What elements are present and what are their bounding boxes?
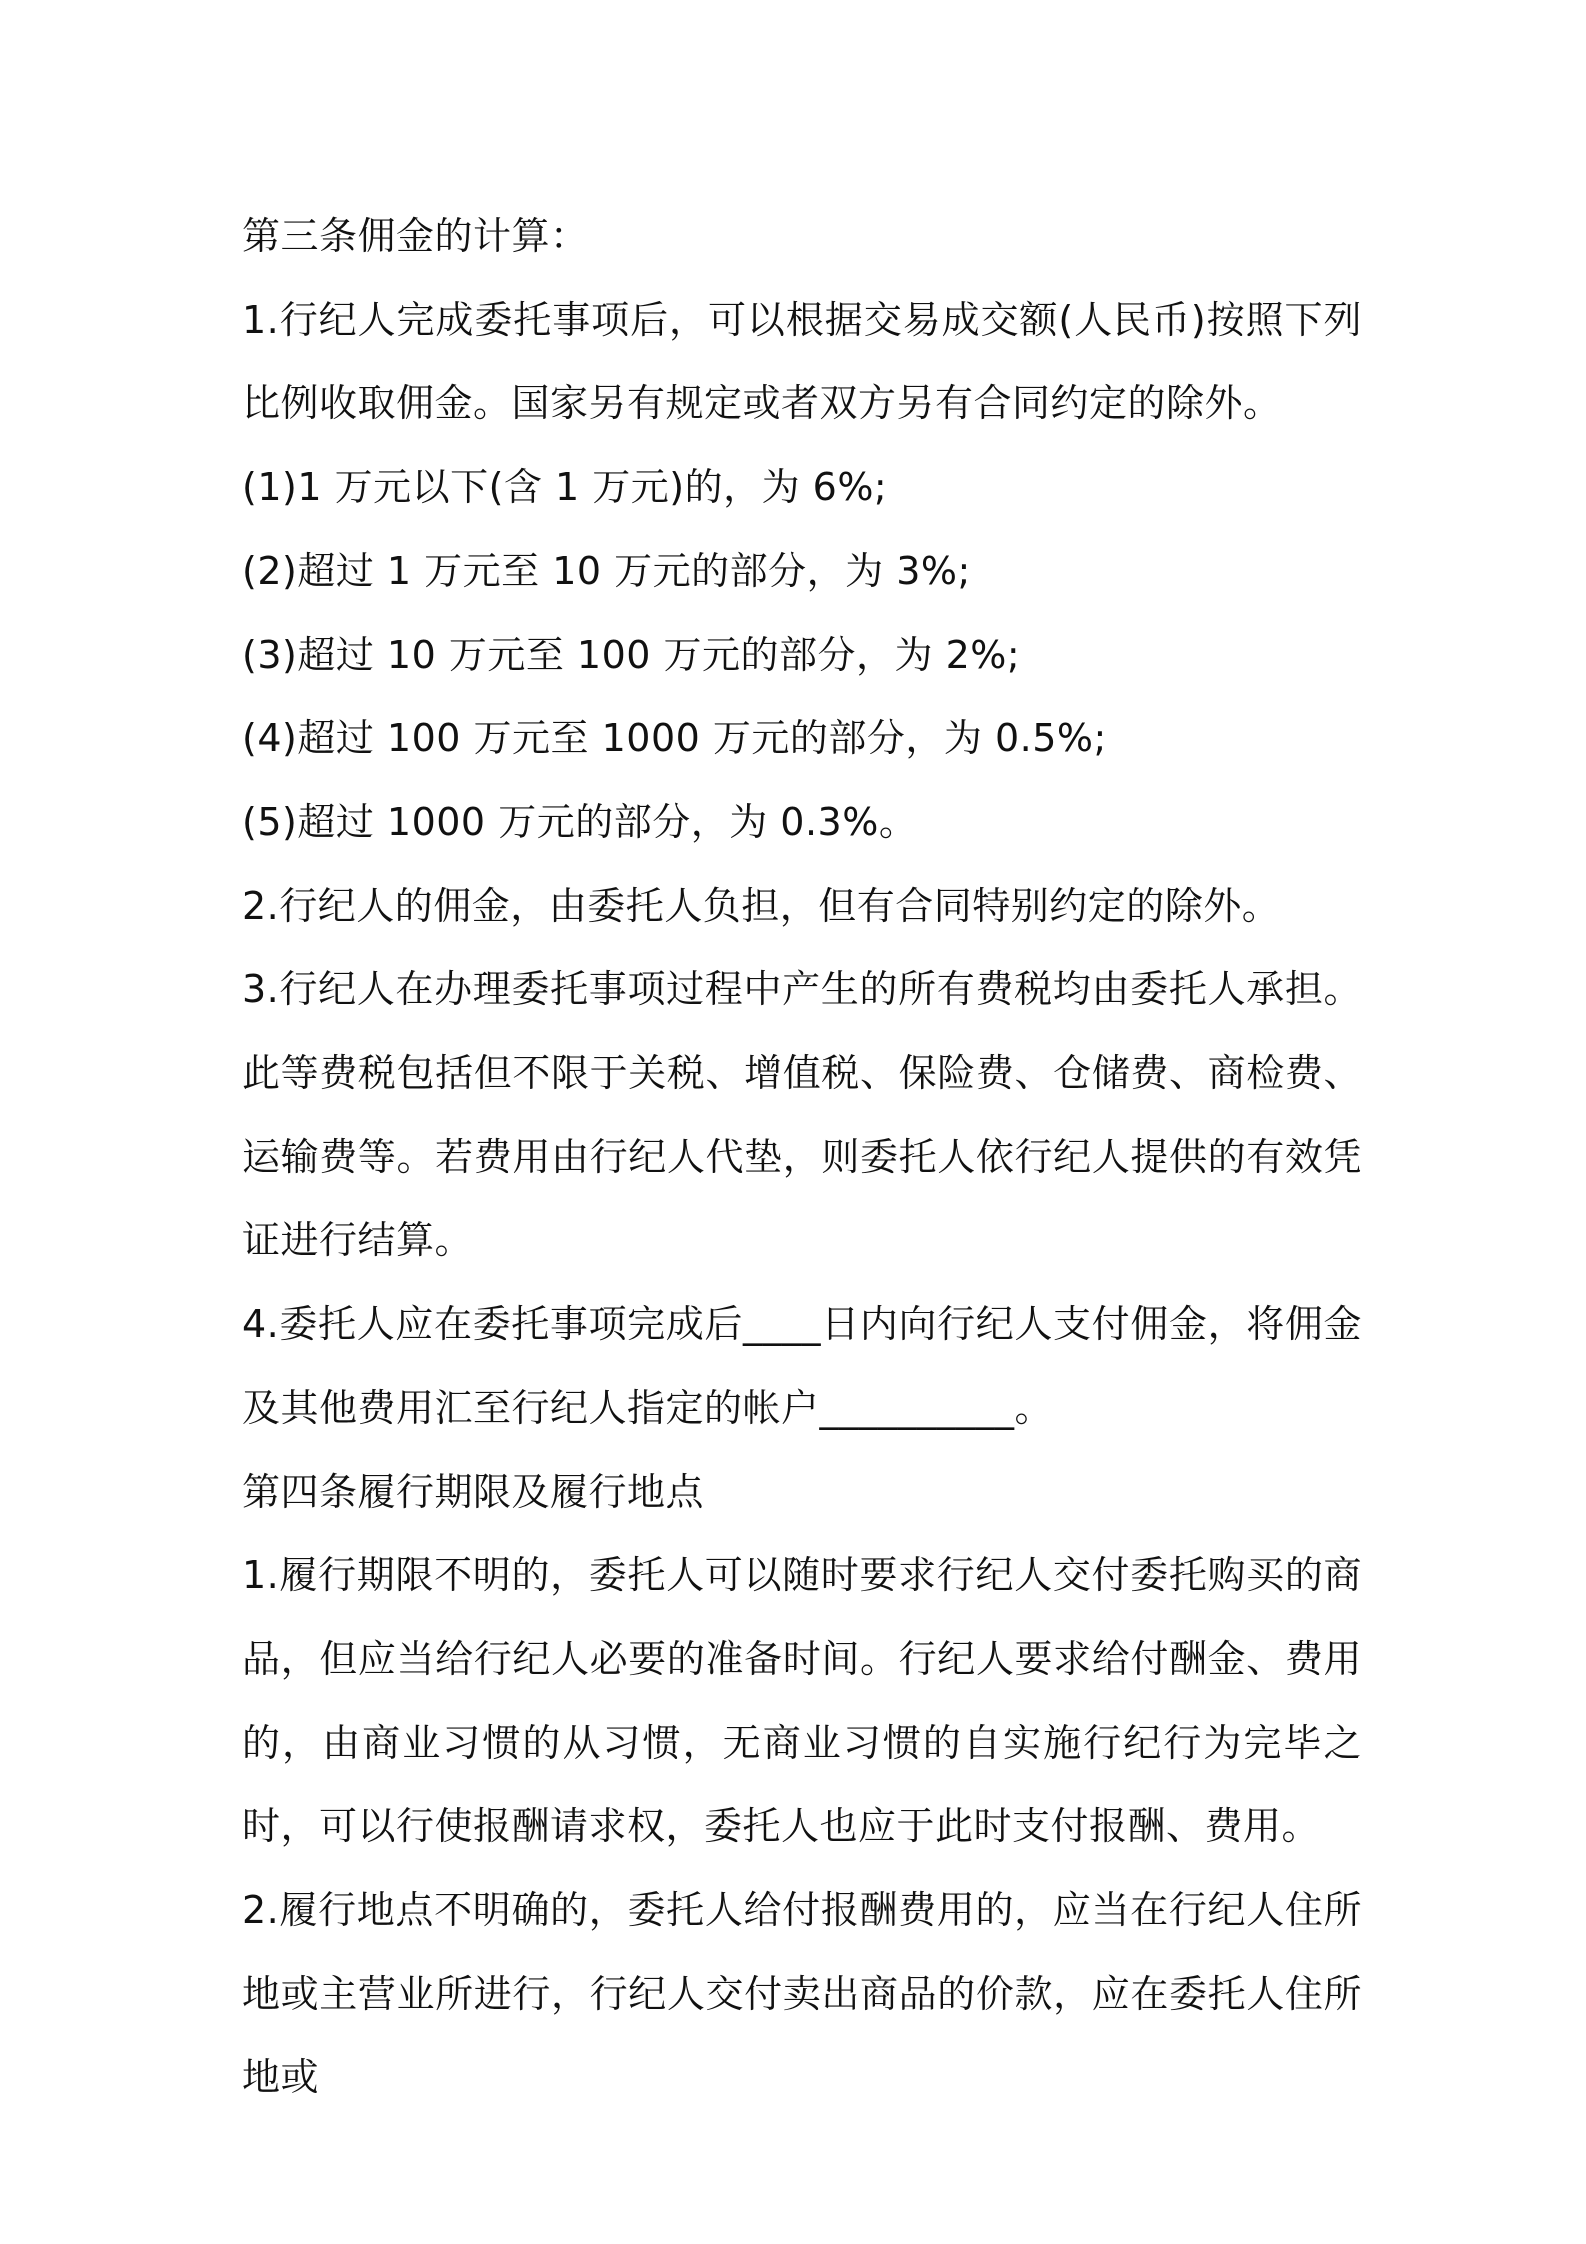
article-3-clause-1: 1.行纪人完成委托事项后，可以根据交易成交额(人民币)按照下列比例收取佣金。国家另有规定或者双方另有合同约定的除外。 xyxy=(242,297,1362,426)
commission-rate-tier-2: (2)超过 1 万元至 10 万元的部分，为 3%; xyxy=(242,548,971,593)
article-3-clause-2: 2.行纪人的佣金，由委托人负担，但有合同特别约定的除外。 xyxy=(242,883,1281,928)
article-4-clause-1: 1.履行期限不明的，委托人可以随时要求行纪人交付委托购买的商品，但应当给行纪人必要的准备时间。行纪人要求给付酬金、费用的，由商业习惯的从习惯，无商业习惯的自实施行纪行为完毕之时，可以行使报酬请求权，委托人也应于此时支付报酬、费用。 xyxy=(242,1553,1362,1849)
article-3-clause-3: 3.行纪人在办理委托事项过程中产生的所有费税均由委托人承担。此等费税包括但不限于关税、增值税、保险费、仓储费、商检费、运输费等。若费用由行纪人代垫，则委托人依行纪人提供的有效凭证进行结算。 xyxy=(242,967,1362,1263)
commission-rate-tier-4: (4)超过 100 万元至 1000 万元的部分，为 0.5%; xyxy=(242,716,1107,761)
article-3-heading: 第三条佣金的计算： xyxy=(242,214,589,258)
article-3-clause-4: 4.委托人应在委托事项完成后____日内向行纪人支付佣金，将佣金及其他费用汇至行纪人指定的帐户__________。 xyxy=(242,1302,1362,1430)
commission-rate-tier-3: (3)超过 10 万元至 100 万元的部分，为 2%; xyxy=(242,632,1021,677)
article-4-heading: 第四条履行期限及履行地点 xyxy=(242,1469,705,1514)
article-4-clause-2: 2.履行地点不明确的，委托人给付报酬费用的，应当在行纪人住所地或主营业所进行，行纪人交付卖出商品的价款，应在委托人住所地或 xyxy=(242,1888,1362,2100)
document-body xyxy=(242,195,1362,2120)
commission-rate-tier-1: (1)1 万元以下(含 1 万元)的，为 6%; xyxy=(242,465,888,510)
commission-rate-tier-5: (5)超过 1000 万元的部分，为 0.3%。 xyxy=(242,799,918,844)
